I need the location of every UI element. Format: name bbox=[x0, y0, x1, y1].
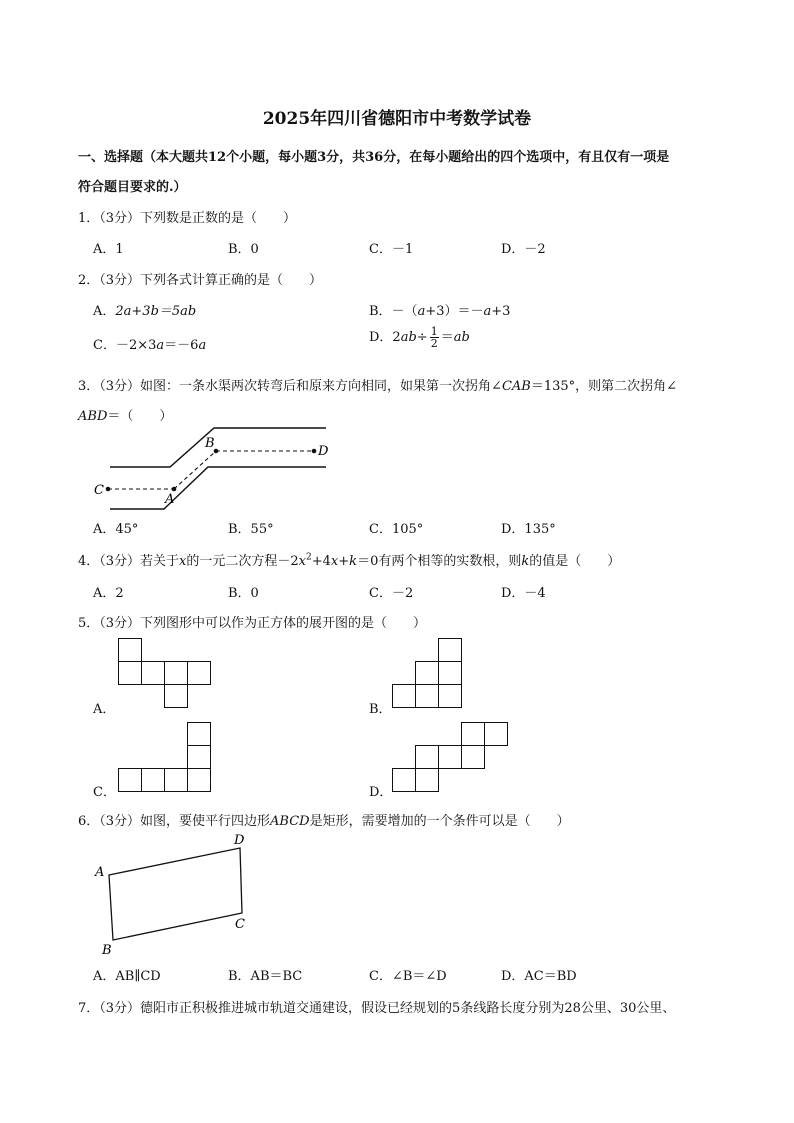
parallelogram-abcd bbox=[109, 848, 242, 940]
q1-option-d[interactable]: D．－2 bbox=[501, 242, 546, 257]
q5-option-d-label[interactable]: D． bbox=[369, 785, 393, 800]
q6-option-b[interactable]: B．AB＝BC bbox=[228, 969, 303, 984]
label-a: A bbox=[95, 865, 105, 880]
section-heading-line1: 一、选择题（本大题共12个小题，每小题3分，共36分，在每小题给出的四个选项中，有且仅有一项是 bbox=[78, 150, 670, 165]
q6-option-a[interactable]: A．AB∥CD bbox=[93, 969, 161, 984]
q2-option-a[interactable]: A．2a+3b＝5ab bbox=[93, 304, 197, 319]
q6-option-c[interactable]: C．∠B＝∠D bbox=[369, 969, 447, 984]
q3-option-a[interactable]: A．45° bbox=[93, 522, 139, 537]
q3-canal-figure bbox=[94, 425, 334, 515]
point-a bbox=[172, 487, 177, 492]
section-heading-line2: 符合题目要求的.） bbox=[78, 180, 187, 195]
canal-lower-bank bbox=[110, 467, 326, 509]
q5-net-b bbox=[392, 638, 464, 710]
q6-option-d[interactable]: D．AC＝BD bbox=[501, 969, 577, 984]
label-d: D bbox=[234, 833, 245, 848]
q1-option-b[interactable]: B．0 bbox=[228, 242, 259, 257]
q2-stem: 2．（3分）下列各式计算正确的是（ ） bbox=[78, 273, 323, 288]
q5-option-a-label[interactable]: A． bbox=[93, 702, 116, 717]
point-c bbox=[106, 487, 111, 492]
q5-net-d bbox=[392, 722, 512, 794]
q1-stem: 1．（3分）下列数是正数的是（ ） bbox=[78, 211, 297, 226]
q5-net-c bbox=[118, 722, 213, 794]
q4-option-a[interactable]: A．2 bbox=[93, 586, 124, 601]
q2-option-d[interactable]: D．2ab÷ $\frac{1}{2}$ ＝ab bbox=[369, 325, 470, 350]
label-d: D bbox=[318, 444, 329, 459]
label-b: B bbox=[102, 943, 112, 958]
q3-option-b[interactable]: B．55° bbox=[228, 522, 274, 537]
q4-stem: 4．（3分）若关于x的一元二次方程$-2x^2+4x+k=0$有两个相等的实数根，则k的值是（ ） bbox=[78, 552, 621, 569]
q5-option-c-label[interactable]: C． bbox=[93, 785, 116, 800]
q6-parallelogram-figure bbox=[90, 830, 260, 960]
page-title: 2025年四川省德阳市中考数学试卷 bbox=[262, 109, 532, 129]
q1-option-c[interactable]: C．－1 bbox=[369, 242, 414, 257]
point-d bbox=[312, 449, 317, 454]
q3-stem-line2: ABD＝（ ） bbox=[78, 409, 173, 424]
q3-option-c[interactable]: C．105° bbox=[369, 522, 424, 537]
q5-stem: 5．（3分）下列图形中可以作为正方体的展开图的是（ ） bbox=[78, 616, 427, 631]
segment-ab bbox=[174, 451, 216, 489]
q2-option-b[interactable]: B．－（a+3）＝－a+3 bbox=[369, 304, 511, 319]
q4-option-d[interactable]: D．－4 bbox=[501, 586, 546, 601]
label-b: B bbox=[205, 436, 215, 451]
q4-option-b[interactable]: B．0 bbox=[228, 586, 259, 601]
q5-net-a bbox=[118, 638, 213, 710]
label-a: A bbox=[165, 492, 175, 507]
q1-option-a[interactable]: A．1 bbox=[93, 242, 124, 257]
label-c: C bbox=[94, 483, 104, 498]
q3-stem-line1: 3．（3分）如图：一条水渠两次转弯后和原来方向相同，如果第一次拐角∠CAB＝135°，则第二次拐角∠ bbox=[78, 379, 678, 394]
fraction-one-half: $\frac{1}{2}$ bbox=[430, 325, 438, 350]
q4-option-c[interactable]: C．－2 bbox=[369, 586, 414, 601]
q2-option-c[interactable]: C．－2×3a＝－6a bbox=[93, 338, 207, 353]
label-c: C bbox=[235, 917, 245, 932]
q6-stem: 6．（3分）如图，要使平行四边形ABCD是矩形，需要增加的一个条件可以是（ ） bbox=[78, 814, 570, 829]
q7-stem: 7．（3分）德阳市正积极推进城市轨道交通建设，假设已经规划的5条线路长度分别为28公里、30公里、 bbox=[78, 1001, 676, 1016]
q3-option-d[interactable]: D．135° bbox=[501, 522, 556, 537]
q5-option-b-label[interactable]: B． bbox=[369, 702, 392, 717]
canal-upper-bank bbox=[110, 428, 326, 467]
